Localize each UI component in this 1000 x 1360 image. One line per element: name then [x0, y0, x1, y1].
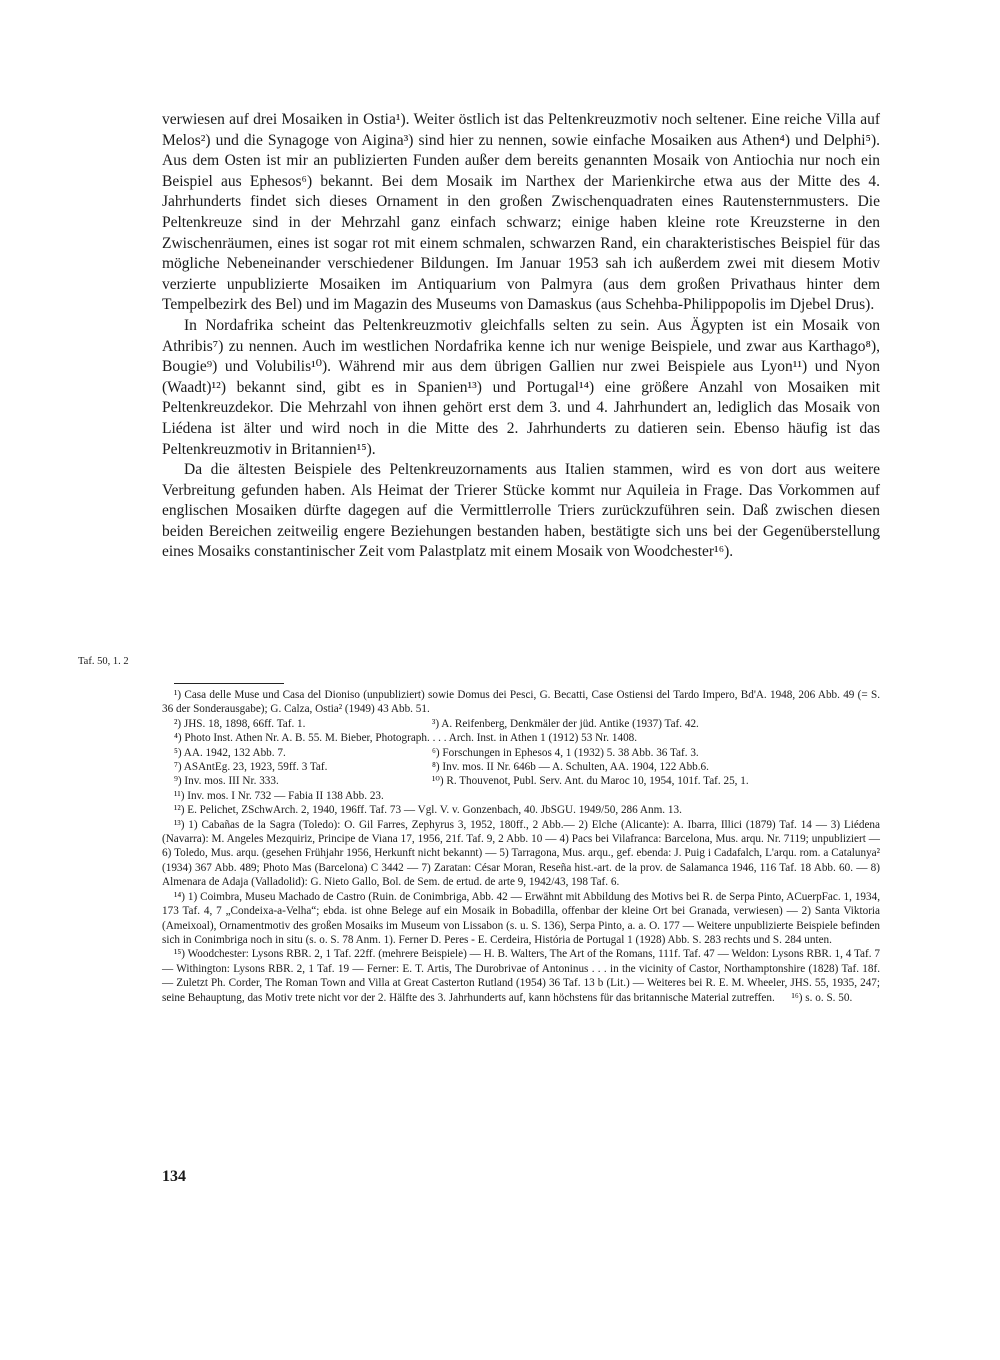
footnote-15-text: ¹⁵) Woodchester: Lysons RBR. 2, 1 Taf. 22ff. (mehrere Beispiele) — H. B. Walters, The Art of the Romans, 111f. Taf. 47 — Weldon: Lysons RBR. 1, 4 Taf. 7 — Withington: Lysons RBR. 2, 1 Taf. 19 — Ferner: E. T. Artis, The Durobrivae of Antoninus . . . in the vicinity of Castor, Northamptonshire (1828) Taf. 18f. — Zuletzt Ph. Corder, The Roman Town and Villa at Great Casterton Rutland (1954) 36 Taf. 13 b (Lit.) — Weiteres bei R. E. M. Wheeler, JHS. 55, 1935, 247; seine Behauptung, das Motiv trete nicht vor der 2. Hälfte des 3. Jahrhunderts auf, kann höchstens für das britannische Material zutreffen.: [162, 948, 880, 1004]
paragraph-3: Da die ältesten Beispiele des Peltenkreuzornaments aus Italien stammen, wird es von dort aus weitere Verbreitung gefunden haben. Als Heimat der Trierer Stücke kommt nur Aquileia in Frage. Das Vorkommen auf englischen Mosaiken dürfte dagegen auf die Vermittlerrolle Triers zurückzuführen sein. Daß zwischen diesen beiden Bereichen zeitweilig engere Beziehungen bestanden haben, bestätigte sich uns bei der Gegenüberstellung eines Mosaiks constantinischer Zeit vom Palastplatz mit einem Mosaik von Woodchester¹⁶).: [162, 461, 880, 561]
paragraph-2: In Nordafrika scheint das Peltenkreuzmotiv gleichfalls selten zu sein. Aus Ägypten ist ein Mosaik von Athribis⁷) zu nennen. Auch im westlichen Nordafrika kenne ich nur wenige Beispiele, und zwar aus Karthago⁸), Bougie⁹) und Volubilis¹⁰). Während mir aus dem übrigen Gallien nur zwei Beispiele aus Lyon¹¹) und Nyon (Waadt)¹²) bekannt sind, gibt es in Spanien¹³) und Portugal¹⁴) eine größere Anzahl von Mosaiken mit Peltenkreuzdekor. Die Mehrzahl von ihnen gehört erst dem 3. und 4. Jahrhundert an, lediglich das Mosaik von Liédena ist älter und wird noch in die Mitte des 2. Jahrhunderts zu datieren sein. Ebenso häufig ist das Peltenkreuzmotiv in Britannien¹⁵).: [162, 316, 880, 458]
footnote-1: ¹) Casa delle Muse und Casa del Dioniso (unpubliziert) sowie Domus dei Pesci, G. Becatti, Case Ostiensi del Tardo Impero, Bd'A. 1948, 206 Abb. 49 (= S. 36 der Sonderausgabe); G. Calza, Ostia² (1949) 43 Abb. 51.: [162, 689, 880, 716]
footnote-10: ¹⁰) R. Thouvenot, Publ. Serv. Ant. du Maroc 10, 1954, 101f. Taf. 25, 1.: [432, 775, 749, 788]
main-text: [162, 110, 880, 563]
footnotes: [162, 688, 880, 1005]
footnote-separator: [174, 683, 284, 684]
footnote-row: [162, 717, 880, 731]
page-number: 134: [162, 1168, 186, 1185]
footnote-2: ²) JHS. 18, 1898, 66ff. Taf. 1.: [174, 717, 306, 730]
footnote-13: ¹³) 1) Cabañas de la Sagra (Toledo): O. Gil Farres, Zephyrus 3, 1952, 180ff., 2 Abb.— 2) Elche (Alicante): A. Ibarra, Illici (1879) Taf. 14 — 3) Liédena (Navarra): M. Angeles Mezquiriz, Principe de Viana 17, 1956, 21f. Taf. 9, 2 Abb. 10 — 4) Pacs bei Vilafranca: Barcelona, Mus. arqu. Nr. 7119; unpubliziert — 6) Toledo, Mus. arqu. (gesehen Frühjahr 1956, Herkunft nicht bekannt) — 5) Tarragona, Mus. arqu., gef. ebenda: J. Puig i Cadafalch, L'arqu. rom. a Catalunya² (1934) 367 Abb. 489; Photo Mas (Barcelona) C 3442 — 7) Zaratan: César Moran, Reseña hist.-art. de la prov. de Salamanca 1946, 116 Taf. 18 Abb. 60. — 8) Almenara de Adaja (Valladolid): G. Nieto Gallo, Bol. de Sem. de ertud. de arte 9, 1942/43, 198 Taf. 6.: [162, 818, 880, 889]
footnote-4: ⁴) Photo Inst. Athen Nr. A. B. 55. M. Bieber, Photograph. . . . Arch. Inst. in Athen 1 (1912) 53 Nr. 1408.: [174, 732, 638, 745]
footnote-11: ¹¹) Inv. mos. I Nr. 732 — Fabia II 138 Abb. 23.: [174, 789, 384, 802]
footnote-6: ⁶) Forschungen in Ephesos 4, 1 (1932) 5. 38 Abb. 36 Taf. 3.: [432, 746, 699, 759]
footnote-16: ¹⁶) s. o. S. 50.: [791, 991, 853, 1004]
footnote-row: [162, 746, 880, 760]
footnote-row: [162, 760, 880, 774]
footnote-15: [162, 947, 880, 1005]
plate-reference: Taf. 50, 1. 2: [78, 656, 129, 667]
footnote-8: ⁸) Inv. mos. II Nr. 646b — A. Schulten, AA. 1904, 122 Abb.6.: [432, 761, 709, 774]
footnote-5: ⁵) AA. 1942, 132 Abb. 7.: [174, 746, 286, 759]
footnote-7: ⁷) ASAntEg. 23, 1923, 59ff. 3 Taf.: [174, 761, 328, 774]
footnote-row: [162, 774, 880, 788]
footnote-3: ³) A. Reifenberg, Denkmäler der jüd. Antike (1937) Taf. 42.: [432, 717, 699, 730]
paragraph-1: verwiesen auf drei Mosaiken in Ostia¹). Weiter östlich ist das Peltenkreuzmotiv noch seltener. Eine reiche Villa auf Melos²) und die Synagoge von Aigina³) sind hier zu nennen, sowie einfache Mosaiken aus Athen⁴) und Delphi⁵). Aus dem Osten ist mir an publizierten Funden außer dem bereits genannten Mosaik von Antiochia nur noch ein Beispiel aus Ephesos⁶) bekannt. Bei dem Mosaik im Narthex der Marienkirche etwa aus der Mitte des 4. Jahrhunderts findet sich dieses Ornament in den großen Zwischenquadraten eines Rautensternmusters. Die Peltenkreuze sind in der Mehrzahl ganz einfach schwarz; einige haben kleine rote Kreuzsterne in den Zwischenräumen, eines ist sogar rot mit einem schmalen, schwarzen Rand, ein charakteristisches Beispiel für das mögliche Nebeneinander verschiedener Bildungen. Im Januar 1953 sah ich außerdem zwei mit diesem Motiv verzierte unpublizierte Mosaiken im Antiquarium von Palmyra (aus dem großen Privathaus hinter dem Tempelbezirk des Bel) und im Magazin des Museums von Damaskus (aus Schehba-Philippopolis im Djebel Drus).: [162, 111, 880, 314]
footnote-14: ¹⁴) 1) Coimbra, Museu Machado de Castro (Ruin. de Conimbriga, Abb. 42 — Erwähnt mit Abbildung des Motivs bei R. de Serpa Pinto, ACuerpFac. 1, 1934, 173 Taf. 4, 7 „Condeixa-a-Velha“; ebda. ist ohne Belege auf ein Mosaik in Bobadilla, offenbar der kleine Ort bei Granada, verwiesen) — 2) Santa Viktoria (Ameixoal), Ornamentmotiv des großen Mosaiks im Museum von Lissabon (s. u. S. 136), Serpa Pinto, a. a. O. 177 — Weitere unpublizierte Beispiele befinden sich in Conimbriga noch in situ (s. o. S. 78 Anm. 1). Ferner D. Peres - E. Cerdeira, História de Portugal 1 (1928) Abb. S. 283 rechts und S. 284 unten.: [162, 890, 880, 946]
footnote-12: ¹²) E. Pelichet, ZSchwArch. 2, 1940, 196ff. Taf. 73 — Vgl. V. v. Gonzenbach, 40. JbSGU. 1949/50, 286 Anm. 13.: [174, 804, 682, 817]
footnote-9: ⁹) Inv. mos. III Nr. 333.: [174, 775, 279, 788]
